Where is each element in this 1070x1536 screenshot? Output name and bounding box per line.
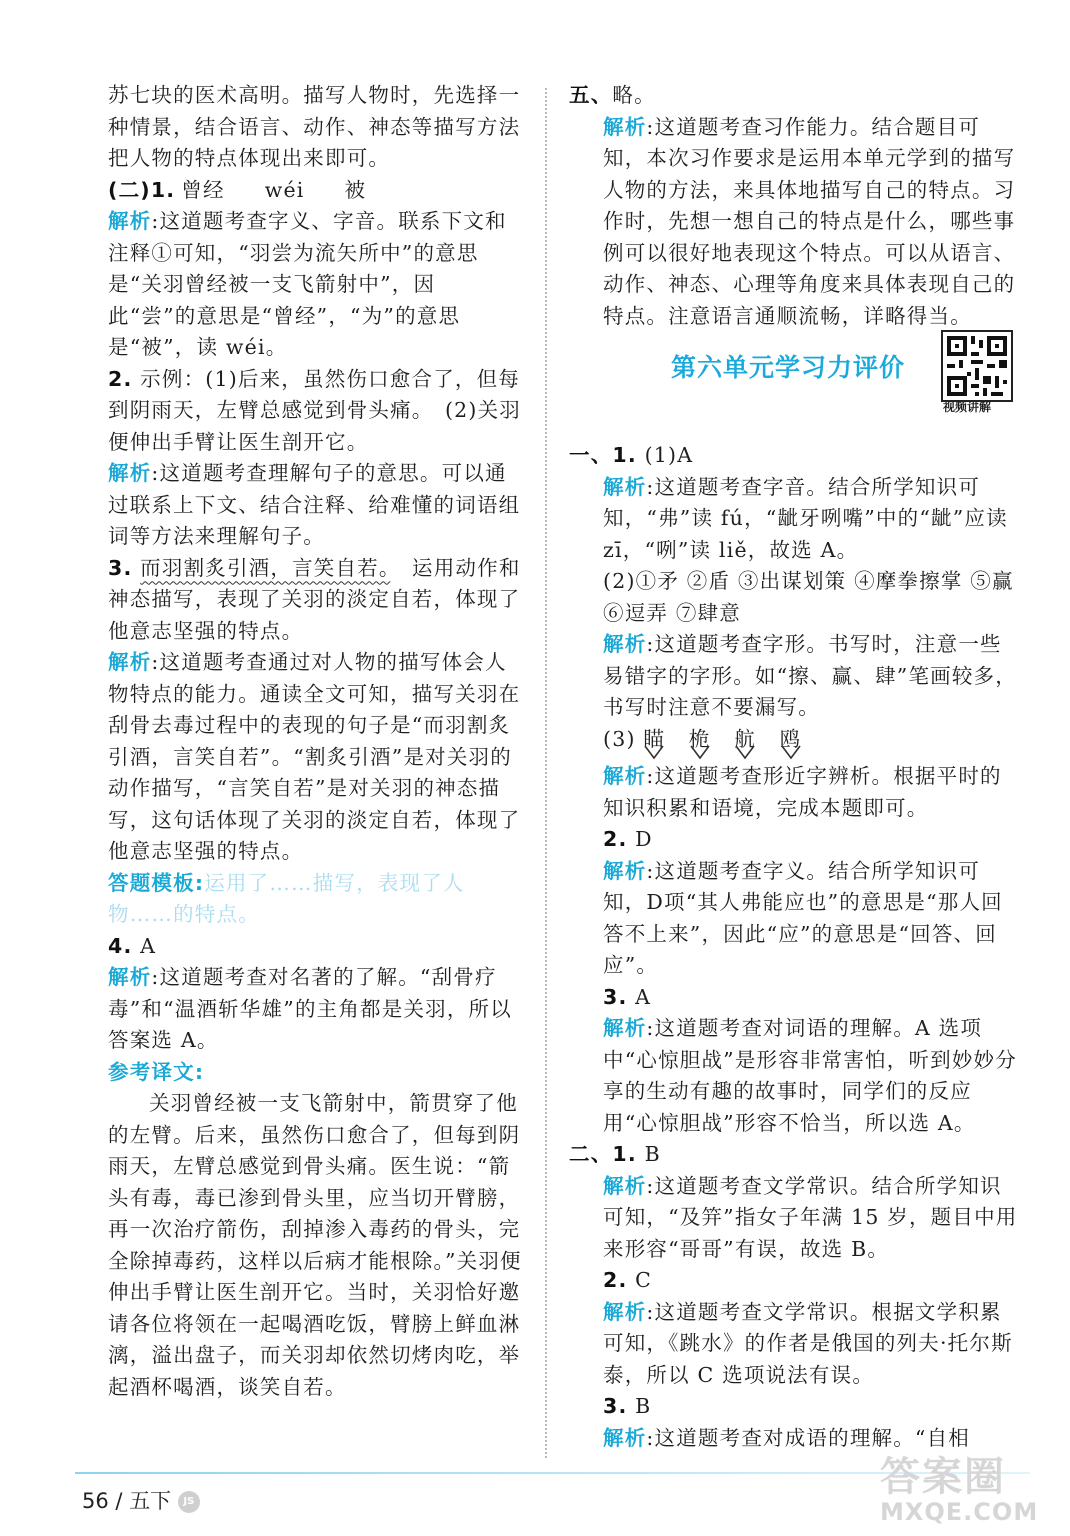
footer-separator: /: [115, 1489, 123, 1513]
jiexi-tag: 解析: [603, 632, 647, 656]
explanation: 解析:这道题考查字音。结合所学知识可知，“弗”读 fú，“龇牙咧嘴”中的“龇”应读 zī，“咧”读 liě，故选 A。: [603, 474, 1008, 562]
page-number: 56: [82, 1489, 109, 1513]
template-tag: 答题模板: [108, 870, 195, 895]
jiexi-tag: 解析: [603, 1425, 647, 1450]
arrow-char: 鸥: [780, 724, 802, 756]
char-selection-row: (3) 瞄 桅 航 鸥: [603, 724, 1019, 756]
reference-translation-label: 参考译文:: [108, 1059, 205, 1084]
explanation: 解析:这道题考查字义、字音。联系下文和注释①可知，“羽尝为流矢所中”的意思是“关羽曾经被一支飞箭射中”，因此“尝”的意思是“曾经”，“为”的意思是“被”，读 wéi。: [108, 209, 507, 359]
answer-line: (2)①矛 ②盾 ③出谋划策 ④摩拳擦掌 ⑤赢 ⑥逗弄 ⑦肆意: [603, 569, 1014, 625]
question: 2. D: [603, 827, 653, 851]
explanation: 解析:这道题考查字义。结合所学知识可知，D项“其人弗能应也”的意思是“那人回答不上来”，因此“应”的意思是“回答、回应”。: [603, 858, 1003, 977]
qr-caption: 视频讲解: [943, 400, 992, 414]
arrow-char: 瞄: [643, 724, 665, 756]
down-arrow-icon: [643, 744, 665, 762]
js-badge-icon: JS: [178, 1491, 200, 1513]
jiexi-tag: 解析: [603, 474, 647, 499]
explanation: 解析:这道题考查习作能力。结合题目可知，本次习作要求是运用本单元学到的描写人物的方法，来具体地描写自己的特点。习作时，先想一想自己的特点是什么，哪些事例可以很好地表现这个特点。可以从语言、动作、神态、心理等角度来具体表现自己的特点。注意语言通顺流畅，详略得当。: [603, 114, 1016, 328]
jiexi-tag: 解析: [603, 858, 647, 883]
explanation: 解析:这道题考查文学常识。根据文学积累可知，《跳水》的作者是俄国的列夫·托尔斯泰，所以 C 选项说法有误。: [603, 1299, 1013, 1387]
question-3: 3. 而羽割炙引酒，言笑自若。 运用动作和神态描写，表现了关羽的淡定自若，体现了他意志坚强的特点。: [108, 555, 521, 643]
down-arrow-icon: [734, 744, 756, 762]
jiexi-tag: 解析: [603, 1173, 647, 1198]
jiexi-tag: 解析: [603, 1299, 647, 1324]
explanation: 解析:这道题考查通过对人物的描写体会人物特点的能力。通读全文可知，描写关羽在刮骨去毒过程中的表现的句子是“而羽割炙引酒，言笑自若”。“割炙引酒”是对关羽的动作描写，“言笑自若”是对关羽的神态描写，这句话体现了关羽的淡定自若，体现了他意志坚强的特点。: [108, 650, 521, 863]
quoted-sentence: 而羽割炙引酒，言笑自若。: [140, 555, 391, 580]
reference-translation: 关羽曾经被一支飞箭射中，箭贯穿了他的左臂。后来，虽然伤口愈合了，但每到阴雨天，左臂总感觉到骨头痛。医生说：“箭头有毒，毒已渗到骨头里，应当切开臂膀，再一次治疗箭伤，刮掉渗入毒药的骨头，完全除掉毒药，这样以后病才能根除。”关羽便伸出手臂让医生剖开它。当时，关羽恰好邀请各位将领在一起喝酒吃饭，臂膀上鲜血淋漓，溢出盘子，而关羽却依然切烤肉吃，举起酒杯喝酒，谈笑自若。: [108, 1091, 522, 1399]
jiexi-tag: 解析: [603, 764, 647, 788]
unit-header: [603, 338, 1019, 434]
down-arrow-icon: [689, 744, 711, 762]
explanation: 解析:这道题考查理解句子的意思。可以通过联系上下文、结合注释、给难懂的词语组词等方法来理解句子。: [108, 461, 521, 548]
explanation: 解析:这道题考查对成语的理解。“自相: [603, 1425, 970, 1450]
explanation: 解析:这道题考查对词语的理解。A 选项中“心惊胆战”是形容非常害怕，听到妙妙分享的生动有趣的故事时，同学们的反应用“心惊胆战”形容不恰当，所以选 A。: [603, 1016, 1017, 1135]
paragraph: 苏七块的医术高明。描写人物时，先选择一种情景，结合语言、动作、神态等描写方法把人物的特点体现出来即可。: [108, 83, 521, 170]
question: 3. A: [603, 984, 652, 1009]
question: 3. B: [603, 1394, 652, 1418]
question: 2. C: [603, 1268, 653, 1292]
grade-label: 五下: [129, 1489, 172, 1513]
qr-code-icon[interactable]: [941, 330, 1013, 402]
arrow-char: 桅: [689, 724, 711, 756]
explanation: 解析:这道题考查形近字辨析。根据平时的知识积累和语境，完成本题即可。: [603, 764, 1002, 820]
right-column: [569, 80, 1019, 1454]
down-arrow-icon: [780, 744, 802, 762]
jiexi-tag: 解析: [603, 1016, 647, 1040]
explanation: 解析:这道题考查字形。书写时，注意一些易错字的字形。如“擦、赢、肆”笔画较多，书写时注意不要漏写。: [603, 632, 1017, 719]
jiexi-tag: 解析: [108, 965, 152, 989]
answer-template: 答题模板:运用了……描写，表现了人物……的特点。: [108, 870, 465, 926]
column-divider: [545, 88, 547, 1458]
explanation: 解析:这道题考查文学常识。结合所学知识可知，“及笄”指女子年满 15 岁，题目中用来形容“哥哥”有误，故选 B。: [603, 1173, 1018, 1261]
section-2-q1: 二、1. B: [569, 1142, 661, 1166]
jiexi-tag: 解析: [108, 209, 152, 233]
jiexi-tag: 解析: [603, 114, 647, 139]
watermark: 答案圈 MXQE.COM: [880, 1454, 1039, 1526]
footer: [82, 1488, 200, 1514]
question-4: 4. A: [108, 933, 157, 958]
section-5: 五、略。: [569, 83, 656, 107]
question-2-1: (二)1. 曾经 wéi 被: [108, 177, 367, 202]
explanation: 解析:这道题考查对名著的了解。“刮骨疗毒”和“温酒斩华雄”的主角都是关羽，所以答案选 A。: [108, 965, 512, 1052]
left-column: [108, 80, 522, 1403]
unit-title: 第六单元学习力评价: [671, 353, 906, 382]
arrow-char: 航: [734, 724, 756, 756]
question-2: 2. 示例：(1)后来，虽然伤口愈合了，但每到阴雨天，左臂总感觉到骨头痛。 (2)关羽便伸出手臂让医生剖开它。: [108, 366, 521, 454]
jiexi-tag: 解析: [108, 461, 152, 485]
section-1-q1: 一、1. (1)A: [569, 443, 694, 467]
jiexi-tag: 解析: [108, 650, 152, 674]
